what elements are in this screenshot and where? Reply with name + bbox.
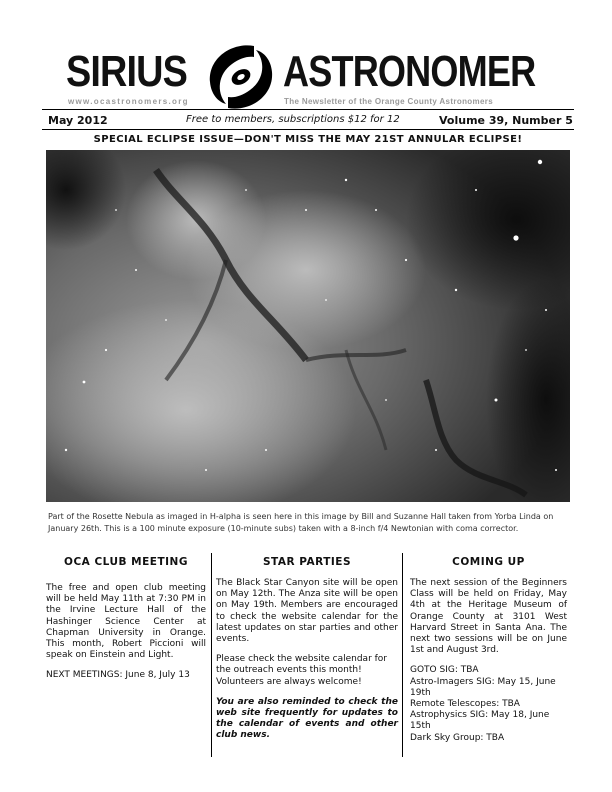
sig-item: GOTO SIG: TBA	[410, 665, 479, 676]
beginners-class-text: The next session of the Beginners Class will be held on Friday, May 4th at the Heritage Museum of Orange County at 3101 West Harvard Street in Santa Ana. The next two sessions will be on June 1st and August 3rd.	[410, 578, 567, 656]
bottom-rule	[42, 129, 574, 130]
masthead-tagline: The Newsletter of the Orange County Astronomers	[284, 97, 494, 106]
star-parties-text: The Black Star Canyon site will be open on May 12th. The Anza site will be open on May 19th. Members are encouraged to check the website calendar for the latest updates on star parties and other events.	[216, 578, 398, 645]
swirl-logo-icon	[202, 40, 280, 114]
sig-item: Astrophysics SIG: May 18, June 15th	[410, 710, 550, 732]
outreach-text: Please check the website calendar for the outreach events this month! Volunteers are always welcome!	[216, 654, 388, 687]
sig-item: Remote Telescopes: TBA	[410, 699, 520, 710]
sig-item: Astro-Imagers SIG: May 15, June 19th	[410, 676, 556, 698]
star-parties-heading: STAR PARTIES	[262, 556, 352, 568]
subscription-note: Free to members, subscriptions $12 for 12	[186, 114, 400, 125]
special-headline: SPECIAL ECLIPSE ISSUE—DON'T MISS THE MAY 21ST ANNULAR ECLIPSE!	[93, 134, 523, 145]
masthead-title-left: SIRIUS	[66, 47, 188, 96]
next-meetings-text: NEXT MEETINGS: June 8, July 13	[46, 670, 190, 681]
club-meeting-text: The free and open club meeting will be held May 11th at 7:30 PM in the Irvine Lecture Hall of the Hashinger Science Center at Chapman University in Orange. This month, Robert Piccioni will speak on Einstein and Light.	[46, 583, 206, 661]
image-caption: Part of the Rosette Nebula as imaged in H-alpha is seen here in this image by Bill and Suzanne Hall taken from Yorba Linda on January 26th. This is a 100 minute exposure (10-minute subs) taken with a 8-inch f/4 Newtonian with coma corrector.	[48, 512, 554, 533]
column-divider	[211, 553, 212, 757]
issue-volume: Volume 39, Number 5	[439, 114, 573, 127]
website-url[interactable]: www.ocastronomers.org	[68, 97, 189, 106]
website-reminder-text: You are also reminded to check the web site frequently for updates to the calendar of events and other club news.	[216, 696, 398, 741]
masthead-title-right: ASTRONOMER	[283, 47, 536, 96]
rosette-nebula-image	[46, 150, 570, 502]
coming-up-column	[410, 556, 567, 744]
club-meeting-heading: OCA CLUB MEETING	[64, 556, 188, 568]
column-divider	[402, 553, 403, 757]
top-rule	[42, 109, 574, 110]
coming-up-heading: COMING UP	[452, 556, 525, 568]
issue-date: May 2012	[48, 114, 108, 127]
club-meeting-column	[46, 556, 206, 691]
sig-item: Dark Sky Group: TBA	[410, 732, 505, 743]
star-parties-column	[216, 556, 398, 751]
